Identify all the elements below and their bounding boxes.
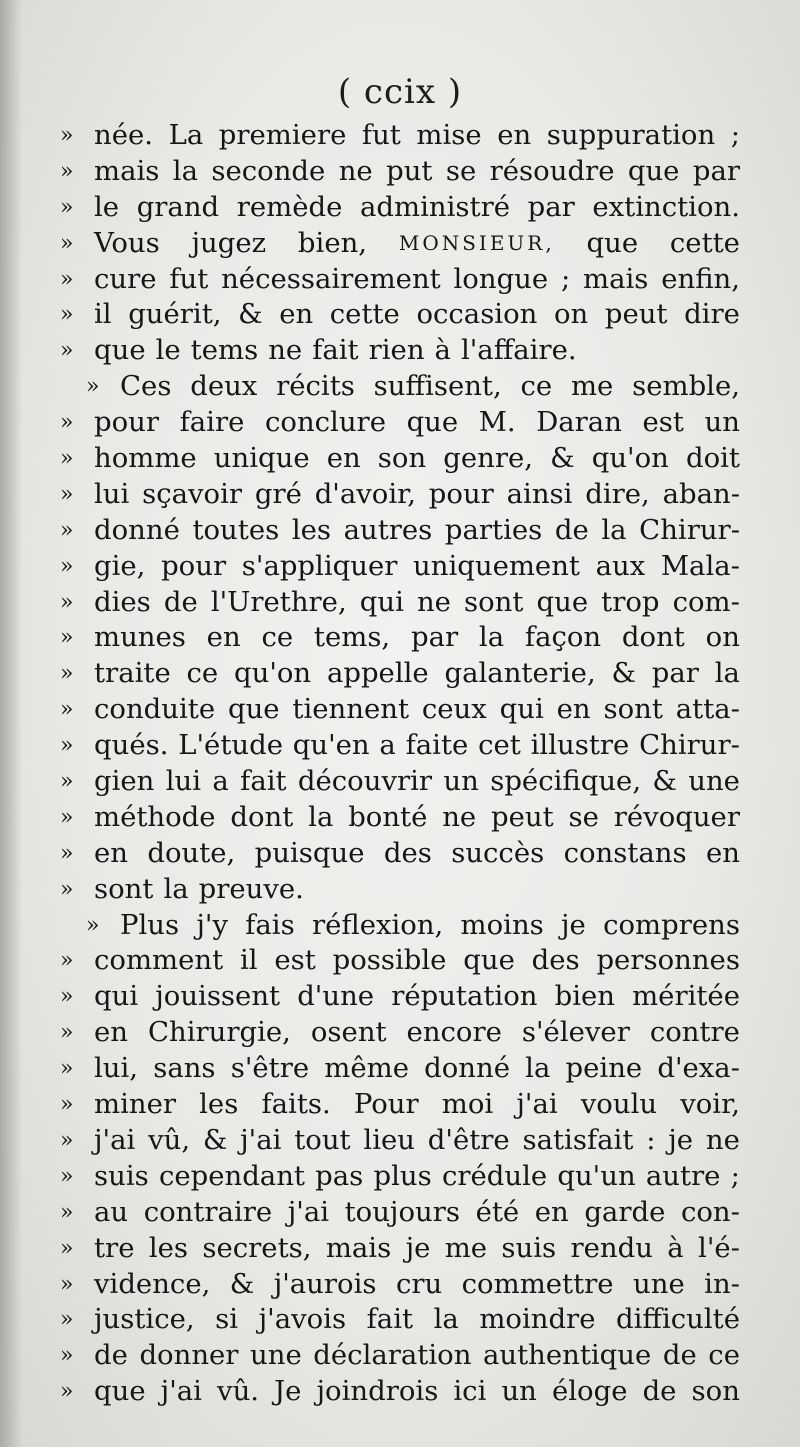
text-line [60,620,740,656]
line-text: cure fut nécessairement longue ; mais enfin, [94,262,740,295]
text-line [60,190,740,226]
page-edge-shadow [0,0,22,1447]
text-line [60,1302,740,1338]
line-text: que le tems ne fait rien à l'affaire. [94,334,577,367]
text-line [60,1374,740,1410]
text-line [60,800,740,836]
line-text: en doute, puisque des succès constans en [94,836,740,869]
text-line [60,262,740,298]
text-line [60,1087,740,1123]
text-line [60,1231,740,1267]
line-text: le grand remède administré par extinction. [94,190,740,223]
quote-mark: » [60,697,74,723]
text-line [60,692,740,728]
line-text: justice, si j'avois fait la moindre difficulté [94,1303,740,1336]
line-text: au contraire j'ai toujours été en garde con- [94,1195,740,1228]
quote-mark: » [60,769,74,795]
text-line [60,1123,740,1159]
text-line [60,585,740,621]
text-line [60,549,740,585]
text-line [60,513,740,549]
quote-mark: » [60,1379,74,1405]
quote-mark: » [60,984,74,1010]
text-line [60,477,740,513]
line-text: traite ce qu'on appelle galanterie, & par la [94,657,740,690]
quote-mark: » [60,446,74,472]
quote-mark: » [60,481,74,507]
line-text: sont la preuve. [94,872,304,905]
line-text: lui, sans s'être même donné la peine d'exa- [94,1052,740,1085]
text-line [60,908,740,944]
text-line [60,405,740,441]
line-text: Ces deux récits suffisent, ce me semble, [120,370,740,403]
quote-mark: » [60,625,74,651]
line-text: pour faire conclure que M. Daran est un [94,406,740,439]
text-line [60,943,740,979]
text-line [60,1195,740,1231]
line-text: que j'ai vû. Je joindrois ici un éloge de son [94,1375,740,1408]
line-text: qués. L'étude qu'en a faite cet illustre Chirur- [94,729,740,762]
line-text: vidence, & j'aurois cru commettre une in- [94,1267,740,1300]
quote-mark: » [60,123,74,148]
line-text: Vous jugez bien, MONSIEUR, que cette [94,226,740,259]
text-line [60,764,740,800]
text-line [60,226,740,262]
line-text: j'ai vû, & j'ai tout lieu d'être satisfait : je ne [94,1123,740,1156]
text-line [60,728,740,764]
quote-mark: » [60,266,74,292]
text-line [60,369,740,405]
text-line [60,836,740,872]
line-text: lui sçavoir gré d'avoir, pour ainsi dire, aban- [94,477,740,510]
quote-mark: » [60,1163,74,1189]
line-text: de donner une déclaration authentique de ce [94,1339,740,1372]
line-text: tre les secrets, mais je me suis rendu à l'é- [94,1231,740,1264]
line-text: homme unique en son genre, & qu'on doit [94,442,740,475]
text-line [60,1015,740,1051]
text-line [60,1051,740,1087]
text-line [60,333,740,369]
quote-mark: » [60,194,74,220]
line-text: gie, pour s'appliquer uniquement aux Mala- [94,549,740,582]
line-text: Plus j'y fais réflexion, moins je comprens [120,908,740,941]
body-text [60,118,740,1410]
line-text: munes en ce tems, par la façon dont on [94,621,740,654]
quote-mark: » [60,661,74,687]
line-text: en Chirurgie, osent encore s'élever contre [94,1016,740,1049]
quote-mark: » [60,302,74,328]
quote-mark: » [60,1235,74,1261]
text-line [60,656,740,692]
text-line [60,1267,740,1303]
quote-mark: » [60,589,74,615]
quote-mark: » [60,1020,74,1046]
quote-mark: » [60,517,74,543]
text-line [60,118,740,154]
quote-mark: » [60,733,74,759]
quote-mark: » [60,1199,74,1225]
quote-mark: » [86,912,100,938]
line-text: gien lui a fait découvrir un spécifique, & une [94,765,740,798]
quote-mark: » [60,1127,74,1153]
quote-mark: » [60,1271,74,1297]
line-text: née. La premiere fut mise en suppuration ; [94,119,740,151]
quote-mark: » [60,876,74,902]
quote-mark: » [60,338,74,364]
line-text: donné toutes les autres parties de la Chirur- [94,513,740,546]
text-line [60,297,740,333]
quote-mark: » [60,553,74,579]
line-text: suis cependant pas plus crédule qu'un autre ; [94,1159,740,1192]
line-text: miner les faits. Pour moi j'ai voulu voir, [94,1088,740,1121]
text-line [60,1338,740,1374]
text-line [60,1159,740,1195]
text-line [60,979,740,1015]
quote-mark: » [86,374,100,400]
quote-mark: » [60,804,74,830]
line-text: dies de l'Urethre, qui ne sont que trop com- [94,585,740,618]
text-line [60,872,740,908]
quote-mark: » [60,1056,74,1082]
quote-mark: » [60,1092,74,1118]
quote-mark: » [60,1307,74,1333]
line-text: il guérit, & en cette occasion on peut dire [94,298,740,331]
quote-mark: » [60,230,74,256]
line-text: mais la seconde ne put se résoudre que par [94,154,740,187]
line-text: comment il est possible que des personnes [94,944,740,977]
line-text: méthode dont la bonté ne peut se révoquer [94,800,740,833]
line-text: conduite que tiennent ceux qui en sont atta- [94,693,740,726]
quote-mark: » [60,1343,74,1369]
quote-mark: » [60,840,74,866]
page-number: ( ccix ) [337,72,463,112]
line-text: qui jouissent d'une réputation bien méritée [94,980,740,1013]
quote-mark: » [60,410,74,436]
text-line [60,441,740,477]
text-line [60,154,740,190]
quote-mark: » [60,948,74,974]
quote-mark: » [60,158,74,184]
